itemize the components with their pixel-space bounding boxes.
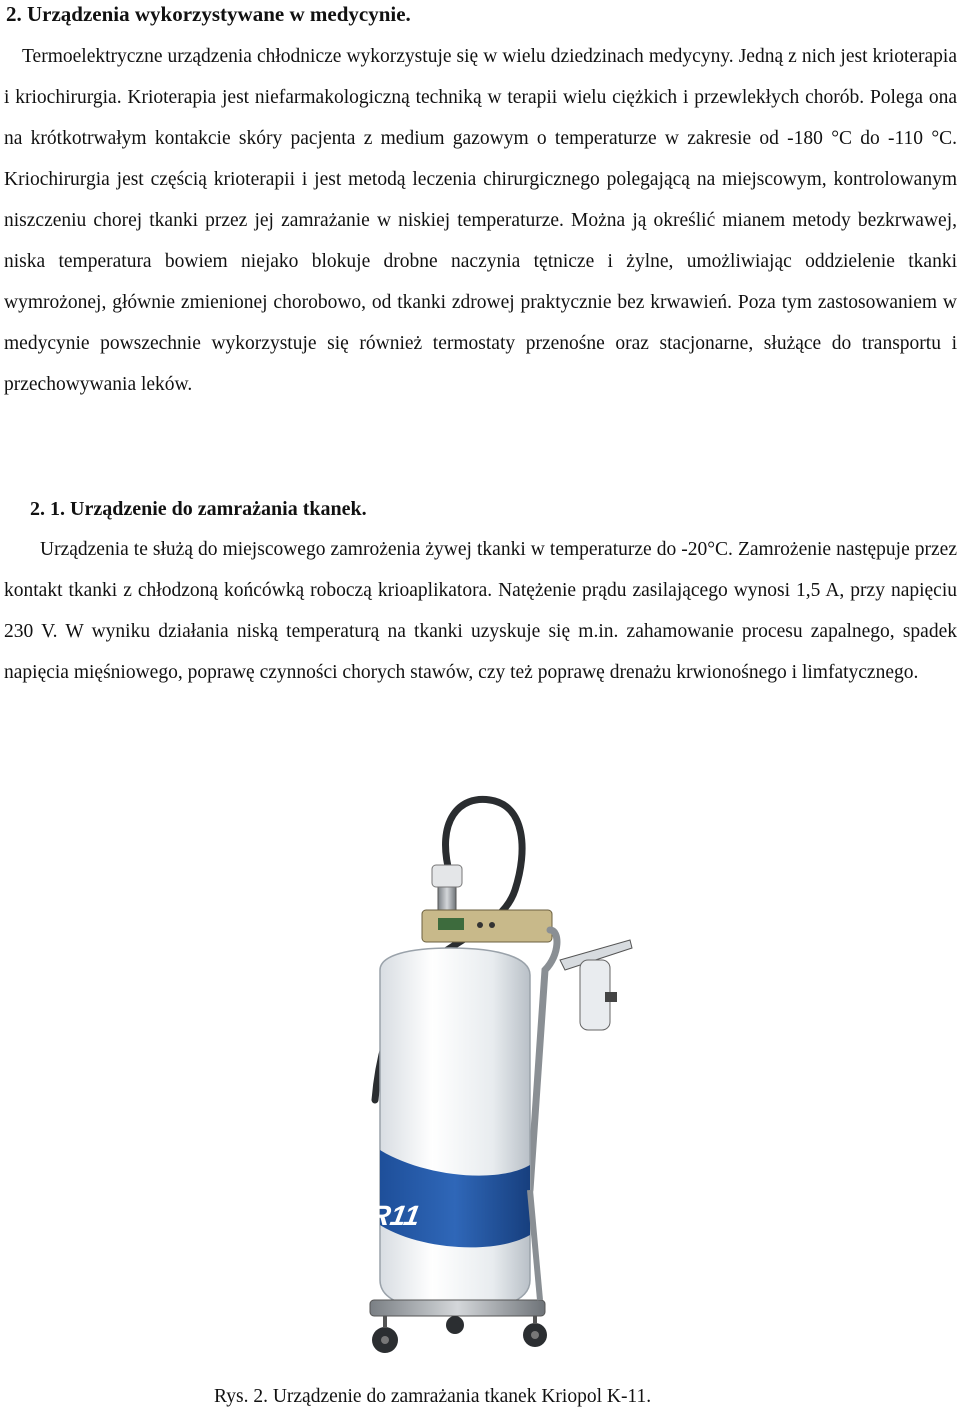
subsection-heading: 2. 1. Urządzenie do zamrażania tkanek. [30,498,367,520]
tank [380,948,530,1310]
cart-base [370,1300,545,1316]
valve [432,865,462,887]
section-heading: 2. Urządzenia wykorzystywane w medycynie. [6,2,411,26]
tank-logo: TR11 [350,1199,423,1231]
handle-bar [530,930,557,1190]
wheels [372,1316,547,1353]
section-paragraph: Termoelektryczne urządzenia chłodnicze wykorzystuje się w wielu dziedzinach medycyny. Jedną z nich jest krioterapia i kriochirurgia. Krioterapia jest niefarmakologiczną techniką w terapii wielu ciężkich i przewlekłych chorób. Polega ona na krótkotrwałym kontakcie skóry pacjenta z medium gazowym o temperaturze w zakresie od -180 °C do -110 °C. Kriochirurgia jest częścią krioterapii i jest metodą leczenia chirurgicznego polegającą na miejscowym, kontrolowanym niszczeniu chorej tkanki przez jej zamrażanie w niskiej temperaturze. Można ją określić mianem metody bezkrwawej, niska temperatura bowiem niejako blokuje drobne naczynia tętnicze i żylne, umożliwiając oddzielenie tkanki wymrożonej, głównie zmienionej chorobowo, od tkanki zdrowej praktycznie bez krwawień. Poza tym zastosowaniem w medycynie powszechnie wykorzystuje się również termostaty przenośne oraz stacjonarne, służące do transportu i przechowywania leków. [4,46,957,395]
figure-caption: Rys. 2. Urządzenie do zamrażania tkanek Kriopol K-11. [214,1386,652,1407]
cryo-device-illustration [260,780,680,1380]
display [438,918,464,930]
figure-device-photo [260,780,680,1380]
subsection-paragraph: Urządzenia te służą do miejscowego zamrożenia żywej tkanki w temperaturze do -20°C. Zamrożenie następuje przez kontakt tkanki z chłodzoną końcówką roboczą krioaplikatora. Natężenie prądu zasilającego wynosi 1,5 A, przy napięciu 230 V. W wyniku działania niską temperaturą na tkanki uzyskuje się m.in. zahamowanie procesu zapalnego, spadek napięcia mięśniowego, poprawę czynności chorych stawów, czy też poprawę drenażu krwionośnego i limfatycznego. [4,539,957,683]
